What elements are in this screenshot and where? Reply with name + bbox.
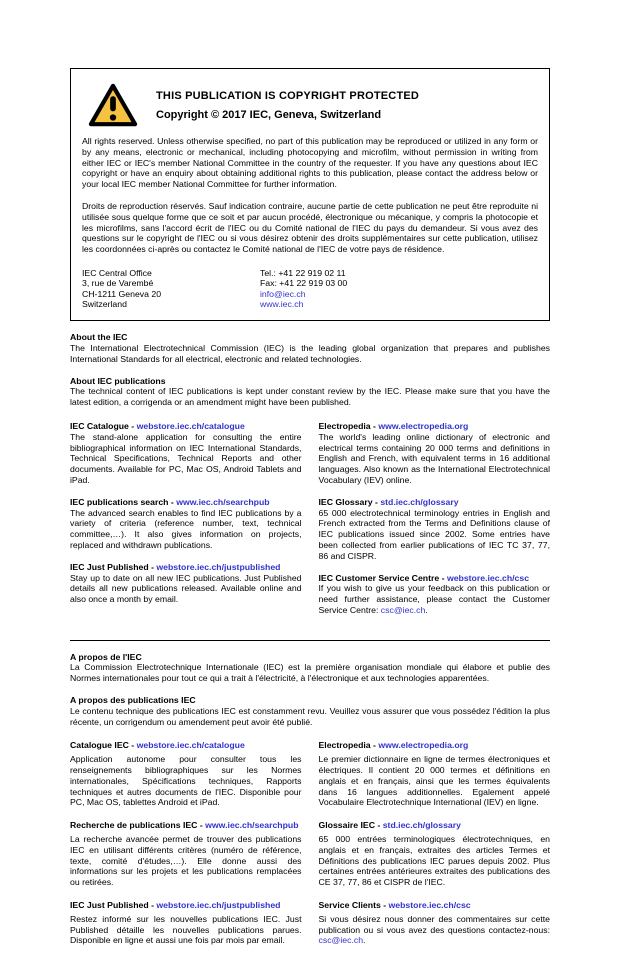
entry-title: Electropedia -: [318, 740, 379, 751]
entry-iec-just-published: [70, 562, 302, 605]
entry-title: IEC Just Published -: [70, 561, 157, 572]
entry-body-text: If you wish to give us your feedback on this publication or need further assistance, please contact the Customer Service Centre:: [318, 583, 550, 615]
entry-url-link[interactable]: webstore.iec.ch/csc: [388, 900, 471, 911]
address-line: IEC Central Office: [82, 267, 152, 278]
email-link[interactable]: csc@iec.ch: [318, 935, 364, 946]
entry-url-link[interactable]: std.iec.ch/glossary: [380, 496, 459, 507]
entry-service-clients: [319, 900, 551, 946]
entry-url-link[interactable]: webstore.iec.ch/catalogue: [136, 740, 245, 751]
entry-body: 65 000 electrotechnical terminology entries in English and French extracted from the Terms and Definitions clause of IEC publications issued since 2002. Some entries have been collected from earlier publications of IEC TC 37, 77, 86 and CISPR.: [318, 507, 550, 561]
entry-url-link[interactable]: std.iec.ch/glossary: [382, 820, 461, 831]
section-body: The International Electrotechnical Commission (IEC) is the leading global organization that prepares and publishes International Standards for all electrical, electronic and related technologies.: [70, 342, 550, 364]
phone-email-block: [260, 268, 347, 309]
address-line: Switzerland: [82, 298, 127, 309]
entry-title: Service Clients -: [318, 900, 389, 911]
entry-glossaire-iec: [319, 820, 551, 888]
entry-title: IEC Customer Service Centre -: [318, 572, 447, 583]
section-body: La Commission Electrotechnique Internationale (IEC) est la première organisation mondiale qui élabore et publie des Normes internationales pour tout ce qui a trait à l'électricité, à l'électronique et aux technologies apparentées.: [70, 662, 550, 684]
entry-recherche-de-publications-iec: [70, 820, 302, 888]
section-about-the-iec: [70, 332, 550, 364]
copyright-paragraph-en: All rights reserved. Unless otherwise specified, no part of this publication may be reproduced or utilized in any form or by any means, electronic or mechanical, including photocopying and microfilm, without permission in writing from either IEC or IEC's member National Committee in the country of the requester. If you have any questions about IEC copyright or have an enquiry about obtaining additional rights to this publication, please contact the address below or your local IEC member National Committee for further information.: [82, 136, 538, 190]
tel-line: Tel.: +41 22 919 02 11: [260, 267, 346, 278]
entry-title: Catalogue IEC -: [70, 740, 137, 751]
entry-title: Glossaire IEC -: [318, 820, 383, 831]
entry-title: IEC Catalogue -: [70, 420, 137, 431]
entry-body: Application autonome pour consulter tous les renseignements bibliographiques sur les Normes internationales, Spécifications techniques, Rapports techniques et autres documents de l'IEC. Disponible pour PC, Mac OS, tablettes Android et iPad.: [70, 754, 302, 808]
resources-columns-en: [70, 421, 550, 627]
entry-body: [319, 914, 551, 946]
entry-iec-just-published-fr: [70, 900, 302, 946]
entry-url-link[interactable]: webstore.iec.ch/justpublished: [156, 900, 281, 911]
resources-column-left: [70, 421, 302, 627]
entry-body: Le premier dictionnaire en ligne de termes électroniques et électriques. Il contient 20 000 termes et définitions en anglais et en français, ainsi que les termes équivalents dans 16 langues additionnelles. Egalement appelé Vocabulaire Electrotechnique International (IEV) en ligne.: [318, 754, 550, 808]
address-block: [82, 268, 260, 309]
entry-body-tail: .: [363, 935, 366, 946]
resources-column-right: [319, 421, 551, 627]
entry-title: IEC Glossary -: [318, 496, 381, 507]
entry-body: The stand-alone application for consulting the entire bibliographical information on IEC International Standards, Technical Specifications, Technical Reports and other documents. Available for PC, Mac OS, Android Tablets and iPad.: [70, 431, 302, 485]
entry-body: 65 000 entrées terminologiques électrotechniques, en anglais et en français, extraites des articles Termes et Définitions des publications IEC parues depuis 2002. Plus certaines entrées antérieures extraites des publications des CE 37, 77, 86 et CISPR de l'IEC.: [318, 834, 550, 888]
warning-triangle-icon: [88, 82, 138, 128]
entry-body: The world's leading online dictionary of electronic and electrical terms containing 20 000 terms and definitions in English and French, with equivalent terms in 16 additional languages. Also known as the International Electrotechnical Vocabulary (IEV) online.: [318, 431, 550, 485]
entry-body: Restez informé sur les nouvelles publications IEC. Just Published détaille les nouvelles publications parues. Disponible en ligne et aussi une fois par mois par email.: [70, 913, 302, 946]
section-body: Le contenu technique des publications IEC est constamment revu. Veuillez vous assurer que vous possédez l'édition la plus récente, un corrigendum ou amendement peut avoir été publié.: [70, 705, 550, 727]
fax-line: Fax: +41 22 919 03 00: [260, 278, 348, 289]
section-heading: A propos des publications IEC: [70, 695, 196, 706]
entry-title: Recherche de publications IEC -: [70, 820, 206, 831]
entry-body-tail: .: [425, 604, 428, 615]
email-link[interactable]: csc@iec.ch: [380, 604, 426, 615]
entry-iec-glossary: [319, 497, 551, 562]
entry-title: Electropedia -: [318, 420, 379, 431]
entry-url-link[interactable]: www.iec.ch/searchpub: [176, 496, 270, 507]
copyright-notice-box: [70, 68, 550, 321]
copyright-box-header: [88, 82, 538, 128]
entry-catalogue-iec: [70, 740, 302, 808]
resources-column-right: [319, 740, 551, 958]
entry-iec-publications-search: [70, 497, 302, 551]
copyright-subtitle: Copyright © 2017 IEC, Geneva, Switzerland: [156, 108, 382, 121]
email-link[interactable]: info@iec.ch: [260, 288, 306, 299]
section-heading: A propos de l'IEC: [70, 651, 142, 662]
section-about-iec-publications: [70, 376, 550, 408]
entry-url-link[interactable]: webstore.iec.ch/justpublished: [156, 561, 281, 572]
entry-electropedia-fr: [319, 740, 551, 808]
entry-body: The advanced search enables to find IEC publications by a variety of criteria (reference number, text, technical committee,…). It also gives information on projects, replaced and withdrawn publications.: [70, 507, 302, 550]
section-heading: About IEC publications: [70, 375, 166, 386]
entry-url-link[interactable]: www.electropedia.org: [378, 740, 469, 751]
contact-block: [82, 268, 538, 309]
entry-iec-customer-service-centre: [319, 573, 551, 616]
copyright-titles: [156, 90, 538, 121]
copyright-title: THIS PUBLICATION IS COPYRIGHT PROTECTED: [156, 89, 420, 102]
entry-body-text: Si vous désirez nous donner des commentaires sur cette publication ou si vous avez des questions contactez-nous:: [318, 913, 550, 935]
entry-title: IEC Just Published -: [70, 900, 157, 911]
resources-column-left: [70, 740, 302, 958]
entry-electropedia: [319, 421, 551, 486]
website-link[interactable]: www.iec.ch: [260, 298, 304, 309]
entry-url-link[interactable]: webstore.iec.ch/csc: [446, 572, 530, 583]
section-heading: About the IEC: [70, 332, 128, 343]
entry-url-link[interactable]: www.iec.ch/searchpub: [205, 820, 299, 831]
entry-body: [319, 583, 551, 615]
section-divider: [70, 640, 550, 641]
copyright-paragraph-fr: Droits de reproduction réservés. Sauf indication contraire, aucune partie de cette publication ne peut être reproduite ni utilisée sous quelque forme que ce soit et par aucun procédé, électronique ou mécanique, y compris la photocopie et les microfilms, sans l'accord écrit de l'IEC ou du Comité national de l'IEC du pays du demandeur. Si vous avez des questions sur le copyright de l'IEC ou si vous désirez obtenir des droits supplémentaires sur cette publication, utilisez les coordonnées ci-après ou contactez le Comité national de l'IEC de votre pays de résidence.: [82, 200, 538, 255]
entry-url-link[interactable]: webstore.iec.ch/catalogue: [136, 420, 245, 431]
section-a-propos-des-publications-iec: [70, 695, 550, 727]
address-line: CH-1211 Geneva 20: [82, 288, 162, 299]
entry-iec-catalogue: [70, 421, 302, 486]
resources-columns-fr: [70, 740, 550, 958]
entry-body: La recherche avancée permet de trouver des publications IEC en utilisant différents critères (numéro de référence, texte, comité d'études,…). Elle donne aussi des informations sur les projets et les publications remplacées ou retirées.: [70, 834, 302, 888]
address-line: 3, rue de Varembé: [82, 278, 154, 289]
entry-title: IEC publications search -: [70, 496, 177, 507]
entry-url-link[interactable]: www.electropedia.org: [378, 420, 469, 431]
entry-body: Stay up to date on all new IEC publications. Just Published details all new publications released. Available online and also once a month by email.: [70, 572, 302, 605]
section-a-propos-de-l-iec: [70, 652, 550, 684]
section-body: The technical content of IEC publications is kept under constant review by the IEC. Please make sure that you have the latest edition, a corrigenda or an amendment might have been published.: [70, 386, 550, 408]
